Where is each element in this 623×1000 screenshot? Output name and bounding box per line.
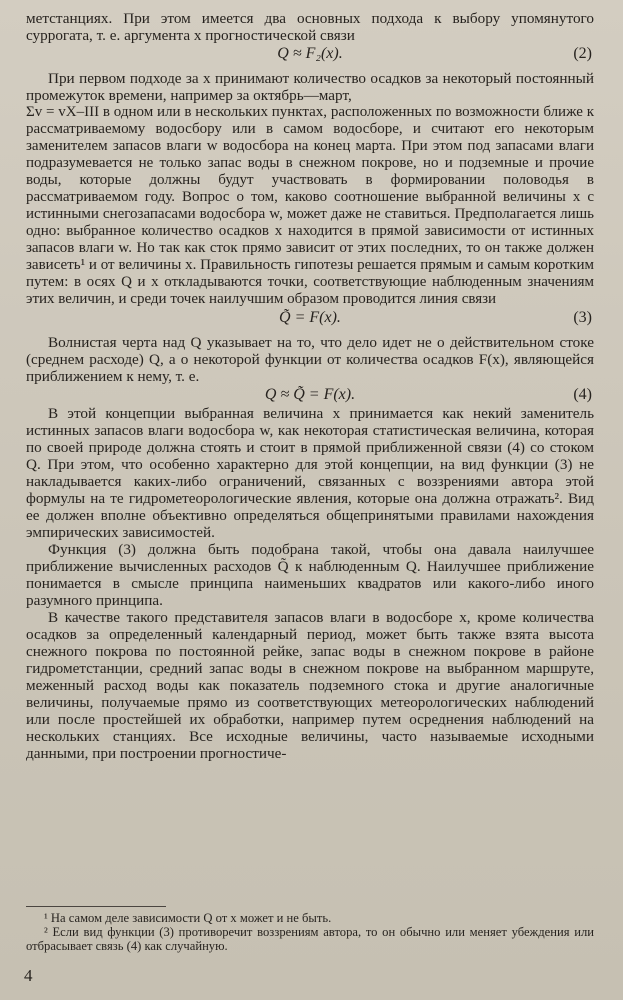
formula-3-number: (3) — [573, 309, 592, 326]
formula-3 — [26, 308, 594, 328]
formula-3-expression: Q̃ = F(x). — [279, 309, 341, 326]
formula-2-number: (2) — [573, 45, 592, 62]
formula-2-expression: Q ≈ F₂(x). — [277, 45, 343, 62]
formula-4-number: (4) — [573, 386, 592, 403]
formula-2 — [26, 44, 594, 64]
paragraph-concept: В этой концепции выбранная величина x принимается как некий заменитель истинных запасов влаги водосбора w, как некоторая статистическая величина, которая по своей природе должна стоять и стоит в прямой приближенной связи (4) со стоком Q. При этом, что особенно характерно для этой концепции, на вид функции (3) не накладывается каких-либо ограничений, связанных с воззрениями автора этой формулы на те гидрометеорологические явления, которые она должна отражать². Вид ее должен вполне объективно определяться общепринятыми правилами нахождения эмпирических зависимостей. — [26, 405, 594, 541]
page-number: 4 — [24, 966, 33, 985]
body-text — [26, 10, 594, 762]
footnote-rule — [26, 906, 166, 907]
formula-4 — [26, 385, 594, 405]
footnotes — [26, 906, 594, 953]
paragraph-quality: В качестве такого представителя запасов влаги в водосборе x, кроме количества осадков за определенный календарный период, может быть также взята высота снежного покрова по постоянной рейке, запас воды в снежном покрове в районе гидрометстанции, средний запас воды в снежном покрове на выбранном маршруте, меженный расход воды как показатель подземного стока и другие аналогичные величины, получаемые прямо из соответствующих метеорологических наблюдений или после простейшей их обработки, например путем осреднения наблюдений на нескольких станциях. Все исходные величины, часто называемые исходными данными, при построении прогностиче- — [26, 609, 594, 762]
paragraph-function: Функция (3) должна быть подобрана такой, чтобы она давала наилучшее приближение вычисленных расходов Q̃ к наблюденным Q. Наилучшее приближение понимается в смысле принципа наименьших квадратов или какого-либо иного разумного принципа. — [26, 541, 594, 609]
paragraph-first-approach: При первом подходе за x принимают количество осадков за некоторый постоянный промежуток времени, например за октябрь—март, — [26, 70, 594, 104]
footnote-1: ¹ На самом деле зависимости Q от x может и не быть. — [44, 911, 332, 925]
paragraph-wavy-line: Волнистая черта над Q указывает на то, что дело идет не о действительном стоке (среднем расходе) Q, а о некоторой функции от количества осадков F(x), являющейся приближением к нему, т. е. — [26, 334, 594, 385]
formula-4-expression: Q ≈ Q̃ = F(x). — [264, 386, 356, 403]
footnote-2: ² Если вид функции (3) противоречит воззрениям автора, то он обычно или меняет убеждения или отбрасывает связь (4) как случайную. — [26, 925, 594, 953]
paragraph-sum-line: Σv = vX–III в одном или в нескольких пунктах, расположенных по возможности ближе к рассматриваемому водосбору или в самом водосборе, и считают его некоторым заменителем запасов влаги w водосбора на конец марта. При этом под запасами влаги подразумевается не только запас воды в снежном покрове, но и подземные и прочие воды, которые должны будут участвовать в формировании половодья в рассматриваемом году. Вопрос о том, каково соотношение выбранной величины x с истинными снегозапасами водосбора w, может даже не ставиться. Предполагается лишь одно: выбранное количество осадков x находится в прямой зависимости от истинных запасов влаги w. Но так как сток прямо зависит от этих последних, то он также должен зависеть¹ и от величины x. Правильность гипотезы решается прямым и самым коротким путем: в осях Q и x откладываются точки, соответствующие наблюденным значениям этих величин, и среди точек наилучшим образом проводится линия связи — [26, 104, 594, 307]
intro-paragraph: метстанциях. При этом имеется два основных подхода к выбору упомянутого суррогата, т. е. аргумента x прогностической связи — [26, 10, 594, 44]
